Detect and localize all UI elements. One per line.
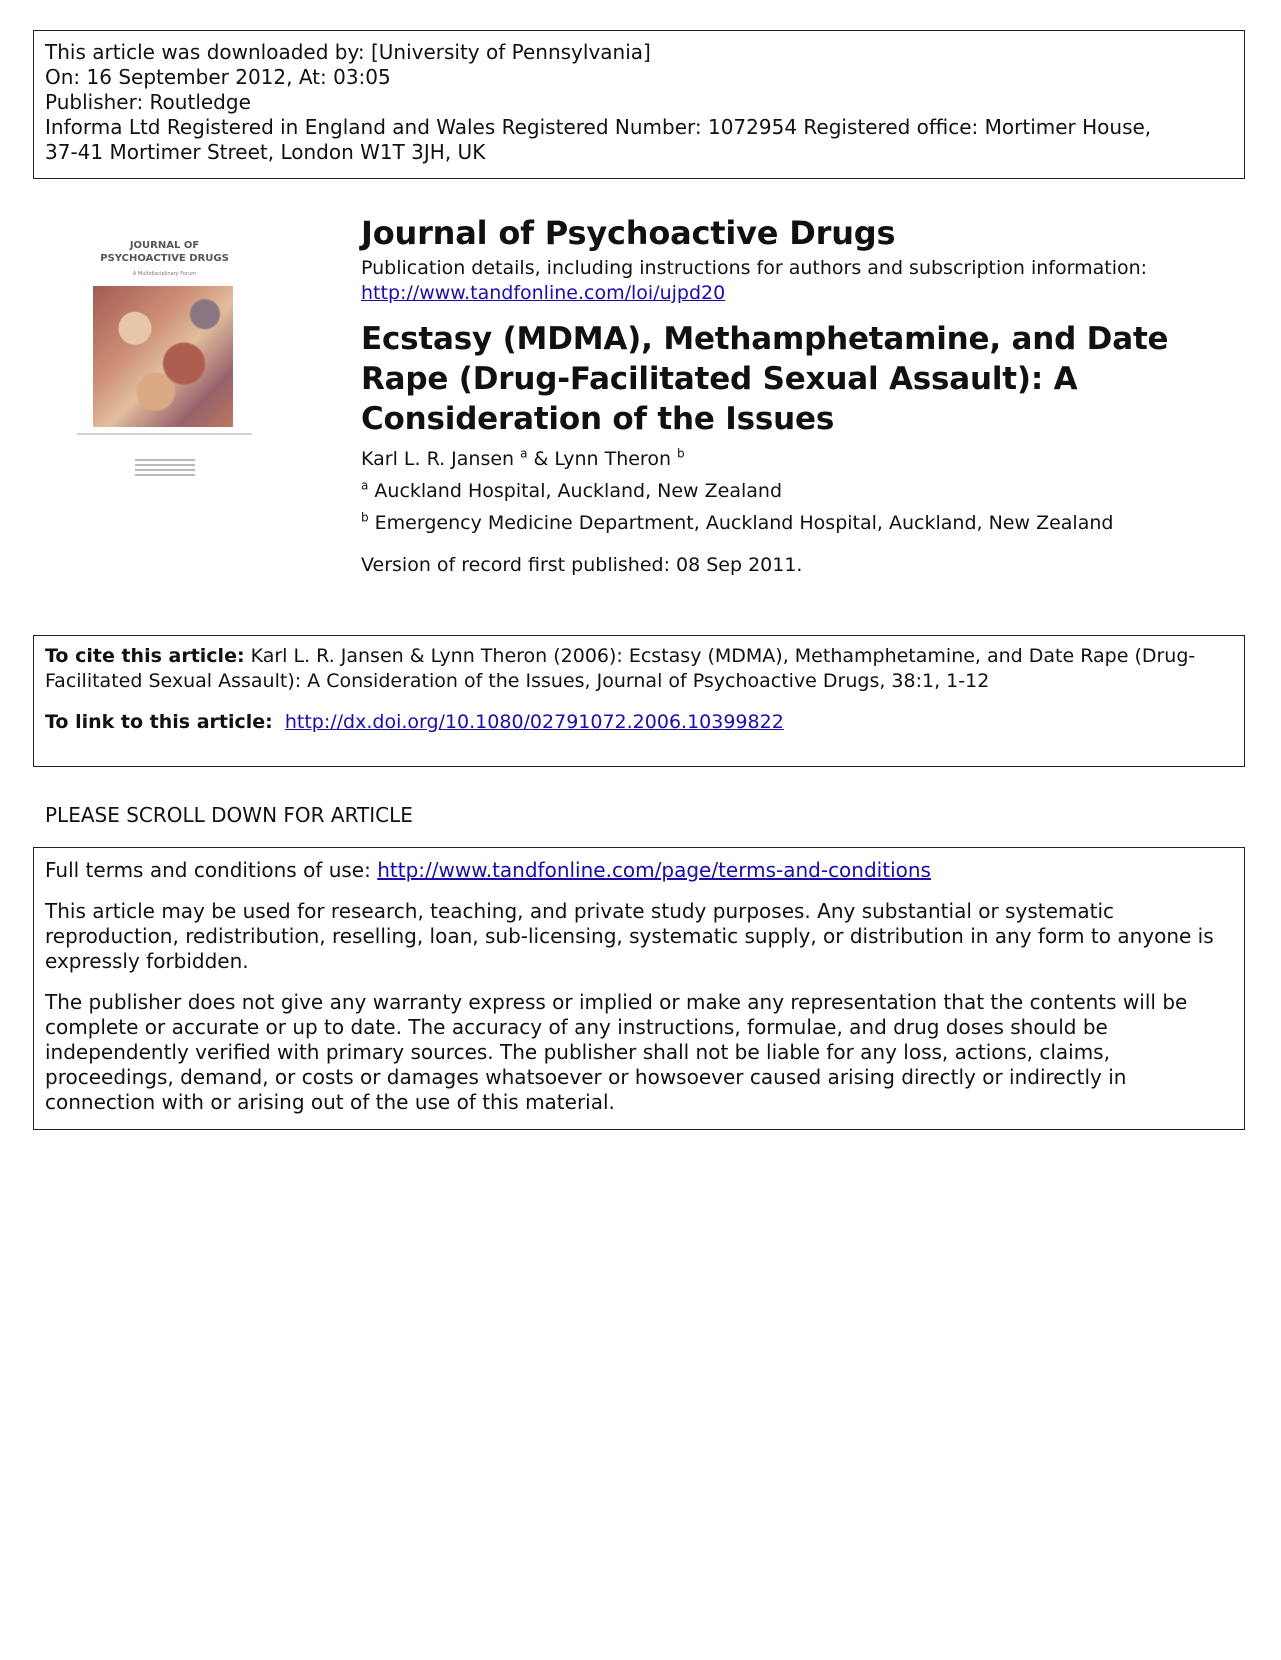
journal-link[interactable]: http://www.tandfonline.com/loi/ujpd20 — [361, 282, 726, 304]
terms-label: Full terms and conditions of use: — [45, 858, 378, 882]
cite-text: Karl L. R. Jansen & Lynn Theron (2006): Ecstasy (MDMA), Methamphetamine, and Date Rape (Drug-Facilitated Sexual Assault): A Consideration of the Issues, Journal of Psychoactive Drugs, 38:1, 1-12 — [45, 645, 1196, 692]
affiliation-b — [361, 511, 1113, 535]
citation-box — [33, 635, 1245, 767]
cover-editor-lines — [135, 459, 195, 479]
cover-footer-rule — [77, 433, 252, 437]
terms-line — [45, 858, 1233, 883]
scroll-notice: PLEASE SCROLL DOWN FOR ARTICLE — [45, 803, 413, 827]
article-title: Ecstasy (MDMA), Methamphetamine, and Date Rape (Drug-Facilitated Sexual Assault): A Consideration of the Issues — [361, 321, 1169, 437]
cover-subtitle: A Multidisciplinary Forum — [132, 271, 197, 277]
download-notice-line: Informa Ltd Registered in England and Wales Registered Number: 1072954 Registered office: Mortimer House, — [45, 115, 1152, 139]
download-notice-line: Publisher: Routledge — [45, 90, 251, 114]
terms-paragraph: This article may be used for research, teaching, and private study purposes. Any substantial or systematic reproduction, redistribution, reselling, loan, sub-licensing, systematic supply, or distribution in any form to anyone is expressly forbidden. — [45, 899, 1214, 973]
download-notice-line: 37-41 Mortimer Street, London W1T 3JH, UK — [45, 140, 486, 164]
affiliation-a — [361, 479, 782, 503]
journal-title: Journal of Psychoactive Drugs — [361, 214, 896, 252]
download-notice-line: On: 16 September 2012, At: 03:05 — [45, 65, 391, 89]
cite-label: To cite this article: — [45, 645, 245, 667]
terms-paragraph: The publisher does not give any warranty express or implied or make any representation that the contents will be complete or accurate or up to date. The accuracy of any instructions, formulae, and drug doses should be independently verified with primary sources. The publisher shall not be liable for any loss, actions, claims, proceedings, demand, or costs or damages whatsoever or howsoever caused arising directly or indirectly in connection with or arising out of the use of this material. — [45, 990, 1188, 1114]
doi-link[interactable]: http://dx.doi.org/10.1080/02791072.2006.10399822 — [284, 711, 784, 733]
affiliation-marker: b — [361, 510, 369, 525]
terms-link[interactable]: http://www.tandfonline.com/page/terms-and-conditions — [377, 858, 931, 882]
terms-box — [33, 847, 1245, 1130]
affiliation-marker: b — [677, 446, 685, 461]
affiliation-text: Auckland Hospital, Auckland, New Zealand — [368, 480, 782, 502]
citation — [45, 644, 1233, 694]
download-notice-line: This article was downloaded by: [University of Pennsylvania] — [45, 40, 651, 64]
version-of-record: Version of record first published: 08 Sep 2011. — [361, 554, 803, 576]
download-notice-box — [33, 30, 1245, 179]
publication-details: Publication details, including instructions for authors and subscription information: — [361, 257, 1148, 279]
author-separator: & Lynn Theron — [527, 448, 678, 470]
link-label: To link to this article: — [45, 711, 273, 733]
authors — [361, 447, 685, 471]
affiliation-text: Emergency Medicine Department, Auckland Hospital, Auckland, New Zealand — [368, 512, 1114, 534]
author-name: Karl L. R. Jansen — [361, 448, 521, 470]
cover-artwork — [93, 286, 233, 427]
affiliation-marker: a — [520, 446, 528, 461]
affiliation-marker: a — [361, 478, 369, 493]
cover-title: JOURNAL OF PSYCHOACTIVE DRUGS — [100, 240, 229, 264]
article-link-row — [45, 710, 1233, 735]
journal-cover-image — [77, 227, 252, 502]
